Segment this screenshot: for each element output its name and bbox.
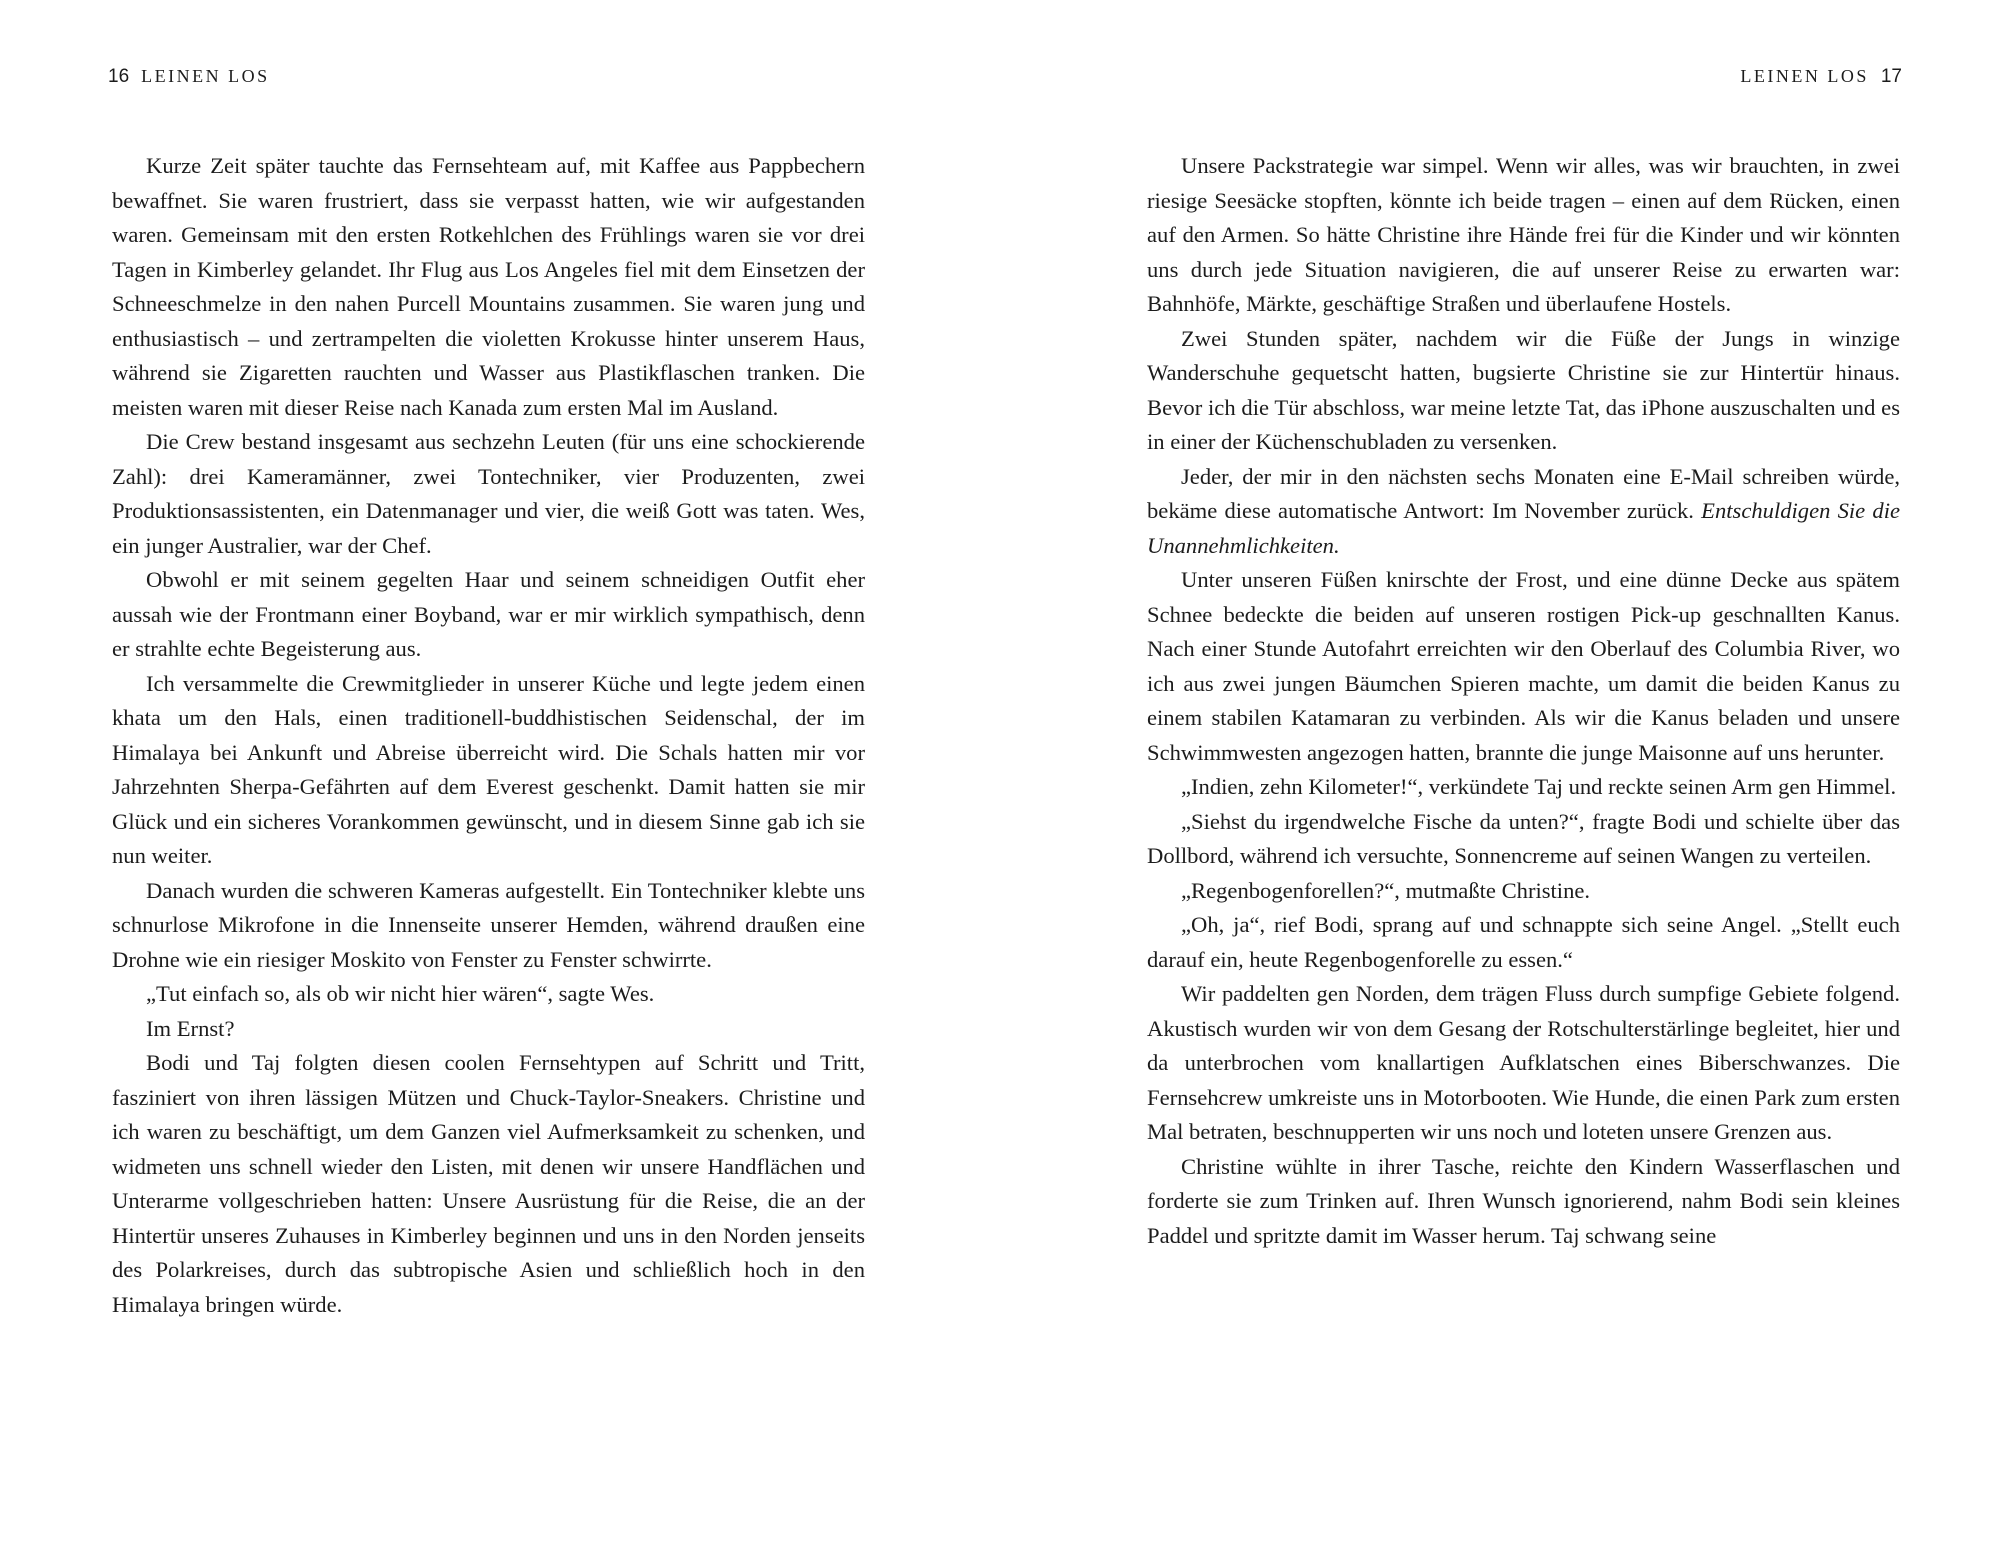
paragraph [1147,460,1900,564]
left-body-text [112,149,865,1322]
paragraph: Kurze Zeit später tauchte das Fernsehteam auf, mit Kaffee aus Pappbechern bewaffnet. Sie waren frustriert, dass sie verpasst hatten, wie wir aufgestanden waren. Gemeinsam mit den ersten Rotkehlchen des Frühlings waren sie vor drei Tagen in Kimberley gelandet. Ihr Flug aus Los Angeles fiel mit dem Einsetzen der Schneeschmelze in den nahen Purcell Mountains zusammen. Sie waren jung und enthusiastisch – und zertrampelten die violetten Krokusse hinter unserem Haus, während sie Zigaretten rauchten und Wasser aus Plastikflaschen tranken. Die meisten waren mit dieser Reise nach Kanada zum ersten Mal im Ausland. [112,153,865,420]
right-running-head-title: LEINEN LOS [1740,66,1869,86]
paragraph: „Siehst du irgendwelche Fische da unten?“, fragte Bodi und schielte über das Dollbord, während ich versuchte, Sonnencreme auf seinen Wangen zu verteilen. [1147,808,1900,868]
left-running-head-title: LEINEN LOS [141,66,270,86]
paragraph: „Indien, zehn Kilometer!“, verkündete Taj und reckte seinen Arm gen Himmel. [1181,774,1897,799]
paragraph: „Regenbogenforellen?“, mutmaßte Christine. [1181,877,1591,903]
paragraph-text: Jeder, der mir in den nächsten sechs Monaten eine E-Mail schreiben würde, bekäme diese automatische Antwort: Im November zurück. [1147,463,1900,523]
italic-phrase: Entschuldigen Sie die Unannehmlichkeiten. [1147,498,1901,558]
paragraph: Obwohl er mit seinem gegelten Haar und seinem schneidigen Outfit eher aussah wie der Frontmann einer Boyband, war er mir wirklich sympathisch, denn er strahlte echte Begeisterung aus. [112,567,865,661]
left-page-number: 16 [108,66,130,87]
right-page-number: 17 [1880,66,1902,87]
paragraph: Danach wurden die schweren Kameras aufgestellt. Ein Tontechniker klebte uns schnurlose Mikrofone in die Innenseite unserer Hemden, während draußen eine Drohne wie ein riesiger Moskito von Fenster zu Fenster schwirrte. [112,877,865,972]
paragraph: Unsere Packstrategie war simpel. Wenn wir alles, was wir brauchten, in zwei riesige Seesäcke stopften, könnte ich beide tragen – einen auf dem Rücken, einen auf den Armen. So hätte Christine ihre Hände frei für die Kinder und wir könnten uns durch jede Situation navigieren, die auf unserer Reise zu erwarten war: Bahnhöfe, Märkte, geschäftige Straßen und überlaufene Hostels. [1147,153,1900,316]
right-page [1000,0,2000,1556]
paragraph: „Oh, ja“, rief Bodi, sprang auf und schnappte sich seine Angel. „Stellt euch darauf ein, heute Regenbogenforelle zu essen.“ [1147,912,1900,972]
paragraph: Wir paddelten gen Norden, dem trägen Fluss durch sumpfige Gebiete folgend. Akustisch wurden wir von dem Gesang der Rotschulterstärlinge begleitet, hier und da unterbrochen vom knallartigen Aufklatschen eines Biberschwanzes. Die Fernsehcrew umkreiste uns in Motorbooten. Wie Hunde, die einen Park zum ersten Mal betraten, beschnupperten wir uns noch und loteten unsere Grenzen aus. [1147,981,1900,1144]
right-body-text [1147,149,1900,1253]
right-running-head [1740,64,1902,89]
paragraph: Im Ernst? [146,1015,235,1041]
paragraph: Zwei Stunden später, nachdem wir die Füße der Jungs in winzige Wanderschuhe gequetscht hatten, bugsierte Christine sie zur Hintertür hinaus. Bevor ich die Tür abschloss, war meine letzte Tat, das iPhone auszuschalten und es in einer der Küchenschubladen zu versenken. [1147,325,1900,454]
paragraph: Ich versammelte die Crewmitglieder in unserer Küche und legte jedem einen khata um den Hals, einen traditionell-buddhistischen Seidenschal, der im Himalaya bei Ankunft und Abreise überreicht wird. Die Schals hatten mir vor Jahrzehnten Sherpa-Gefährten auf dem Everest geschenkt. Damit hatten sie mir Glück und ein sicheres Vorankommen gewünscht, und in diesem Sinne gab ich sie nun weiter. [112,670,865,868]
paragraph: Bodi und Taj folgten diesen coolen Fernsehtypen auf Schritt und Tritt, fasziniert von ihren lässigen Mützen und Chuck-Taylor-Sneakers. Christine und ich waren zu beschäftigt, um dem Ganzen viel Aufmerksamkeit zu schenken, und widmeten uns schnell wieder den Listen, mit denen wir unsere Handflächen und Unterarme vollgeschrieben hatten: Unsere Ausrüstung für die Reise, die an der Hintertür unseres Zuhauses in Kimberley beginnen und uns in den Norden jenseits des Polarkreises, durch das subtropische Asien und schließlich hoch in den Himalaya bringen würde. [112,1050,865,1317]
left-running-head [108,64,270,89]
paragraph: Die Crew bestand insgesamt aus sechzehn Leuten (für uns eine schockierende Zahl): drei Kameramänner, zwei Tontechniker, vier Produzenten, zwei Produktionsassistenten, ein Datenmanager und vier, die weiß Gott was taten. Wes, ein junger Australier, war der Chef. [112,429,865,558]
paragraph: „Tut einfach so, als ob wir nicht hier wären“, sagte Wes. [146,981,655,1006]
paragraph: Unter unseren Füßen knirschte der Frost, und eine dünne Decke aus spätem Schnee bedeckte die beiden auf unseren rostigen Pick-up geschnallten Kanus. Nach einer Stunde Autofahrt erreichten wir den Oberlauf des Columbia River, wo ich aus zwei jungen Bäumchen Spieren machte, um damit die beiden Kanus zu einem stabilen Katamaran zu verbinden. Als wir die Kanus beladen und unsere Schwimmwesten angezogen hatten, brannte die junge Maisonne auf uns herunter. [1147,567,1900,765]
paragraph: Christine wühlte in ihrer Tasche, reichte den Kindern Wasserflaschen und forderte sie zum Trinken auf. Ihren Wunsch ignorierend, nahm Bodi sein kleines Paddel und spritzte damit im Wasser herum. Taj schwang seine [1147,1153,1900,1248]
